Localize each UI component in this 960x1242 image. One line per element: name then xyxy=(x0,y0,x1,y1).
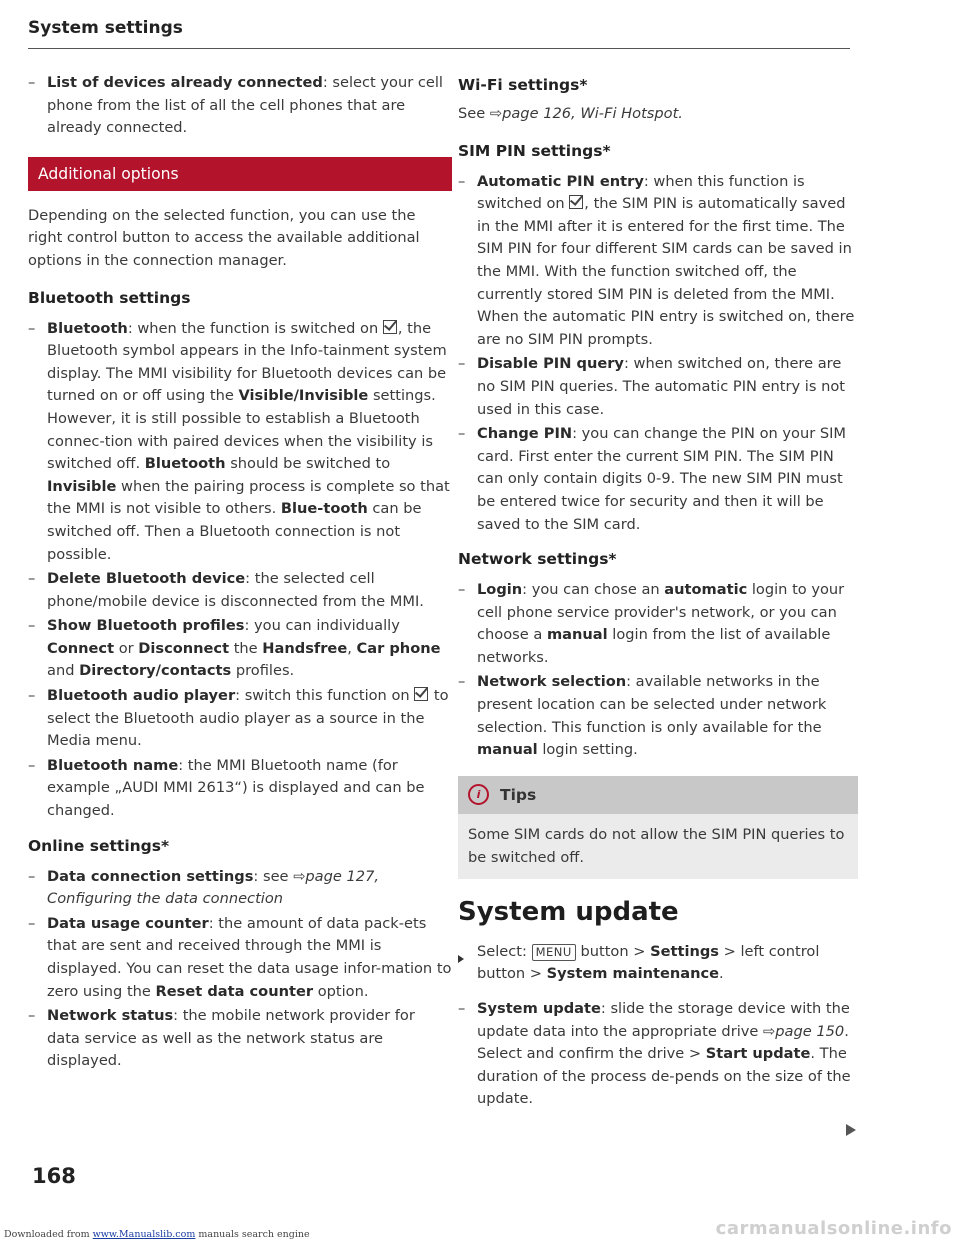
dash: – xyxy=(28,570,36,588)
checkbox-checked-icon xyxy=(414,687,428,701)
page-reference-link[interactable]: ⇨page 126, Wi-Fi Hotspot. xyxy=(489,105,683,122)
tips-box xyxy=(458,776,858,879)
bold-term: manual xyxy=(477,741,538,759)
bold-term: Visible/Invisible xyxy=(238,387,369,405)
online-heading: Online settings* xyxy=(28,836,170,855)
term: Data usage counter xyxy=(47,914,209,932)
download-footer xyxy=(4,1229,310,1240)
item-text: login setting. xyxy=(542,741,638,759)
tips-text: Some SIM cards do not allow the SIM PIN queries to be switched off. xyxy=(468,825,845,866)
list-item xyxy=(458,423,858,536)
item-text: : switch this function on xyxy=(235,687,410,705)
item-text: . xyxy=(719,965,724,983)
item-text: option. xyxy=(317,982,369,1000)
left-column xyxy=(28,72,452,1075)
item-text: . Select and confirm the drive > xyxy=(477,1022,849,1063)
item-text: : the selected cell phone/mobile device is disconnected from the MMI. xyxy=(47,570,424,610)
dash: – xyxy=(28,756,36,774)
term: Login xyxy=(477,581,523,599)
manualslib-link[interactable]: www.Manualslib.com xyxy=(92,1229,196,1240)
bold-term: Start update xyxy=(705,1045,811,1063)
item-text: : slide the storage device with the update data into the appropriate drive xyxy=(477,1000,850,1040)
bold-term: Blue-tooth xyxy=(280,500,368,518)
list-item xyxy=(28,685,452,753)
term: Delete Bluetooth device xyxy=(47,570,246,588)
dash: – xyxy=(28,617,36,635)
dash: – xyxy=(458,673,466,691)
bold-term: Directory/contacts xyxy=(79,662,232,680)
checkbox-checked-icon xyxy=(569,195,583,209)
page-reference-link[interactable]: ⇨page 127, Configuring the data connection xyxy=(47,867,379,908)
item-text: : you can change the PIN on your SIM card. First enter the current SIM PIN. The SIM PIN can only contain digits 0-9. The new SIM PIN must be entered twice for security and then it will be saved to the SIM card. xyxy=(477,425,846,533)
item-text: login from the list of available networks. xyxy=(477,626,831,666)
item-text: : when switched on, there are no SIM PIN queries. The automatic PIN entry is not used in this case. xyxy=(477,355,845,418)
item-text: and xyxy=(47,662,75,680)
footer-text: Downloaded from xyxy=(4,1229,90,1240)
list-item xyxy=(28,1005,452,1073)
dash: – xyxy=(458,172,466,190)
dash: – xyxy=(458,1000,466,1018)
item-text: : you can chose an xyxy=(522,581,660,599)
bluetooth-heading: Bluetooth settings xyxy=(28,288,191,307)
bold-term: Disconnect xyxy=(138,639,230,657)
info-icon: i xyxy=(468,784,489,805)
page-reference-link[interactable]: ⇨page 150 xyxy=(763,1022,845,1040)
list-item xyxy=(28,866,452,911)
footer-text: manuals search engine xyxy=(198,1229,310,1240)
bold-term: Settings xyxy=(650,942,719,960)
page-number: 168 xyxy=(32,1164,76,1188)
continue-arrow-icon xyxy=(846,1124,856,1136)
right-column xyxy=(458,72,858,1113)
banner-paragraph: Depending on the selected function, you can use the right control button to access the available additional options in the connection manager. xyxy=(28,206,420,269)
list-item xyxy=(28,615,452,683)
watermark: carmanualsonline.info xyxy=(715,1218,952,1239)
wifi-heading: Wi-Fi settings* xyxy=(458,76,588,94)
item-text: when the pairing process is complete so that the MMI is not visible to others. xyxy=(47,477,450,518)
dash: – xyxy=(28,687,36,705)
list-item xyxy=(28,568,452,613)
running-header: System settings xyxy=(28,18,183,38)
item-text: : select your cell phone from the list of all the cell phones that are already connected. xyxy=(47,74,443,137)
bold-term: manual xyxy=(546,626,608,644)
item-text: settings. However, it is still possible to establish a Bluetooth connec-tion with paired devices when the visibility is switched off. xyxy=(47,387,436,473)
list-item xyxy=(458,998,858,1111)
item-text: > left control button > xyxy=(477,942,820,983)
item-text: Select: xyxy=(477,942,527,960)
step-arrow-icon xyxy=(458,949,472,972)
term: List of devices already connected xyxy=(47,74,323,91)
term: Bluetooth audio player xyxy=(47,687,236,705)
tips-header xyxy=(458,776,858,814)
dash: – xyxy=(458,425,466,443)
item-text: See xyxy=(458,105,486,122)
bold-term: Bluetooth xyxy=(144,455,226,473)
item-text: , xyxy=(347,639,352,657)
term: Bluetooth name xyxy=(47,756,179,774)
item-text: profiles. xyxy=(235,662,295,680)
section-banner: Additional options xyxy=(28,157,452,191)
item-text: : see xyxy=(253,867,289,885)
bold-term: Connect xyxy=(47,639,115,657)
dash: – xyxy=(458,355,466,373)
network-heading: Network settings* xyxy=(458,550,617,569)
item-text: , the Bluetooth symbol appears in the Info-tainment system display. The MMI visibility for Bluetooth devices can be turned on or off using the xyxy=(47,319,447,405)
list-item xyxy=(28,755,452,823)
checkbox-checked-icon xyxy=(383,320,397,334)
item-text: : the mobile network provider for data service as well as the network status are displayed. xyxy=(47,1007,415,1070)
wifi-paragraph xyxy=(458,103,858,126)
list-item xyxy=(28,318,452,567)
item-text: : when the function is switched on xyxy=(127,319,379,337)
bold-term: Invisible xyxy=(47,477,117,495)
sim-heading: SIM PIN settings* xyxy=(458,141,611,160)
item-text: : the amount of data pack-ets that are sent and received through the MMI is displayed. You can reset the data usage infor-mation to zero using the xyxy=(47,914,452,1000)
item-text: , the SIM PIN is automatically saved in the MMI after it is entered for the first time. The SIM PIN for four different SIM cards can be saved in the MMI. With the function switched off, the currently stored SIM PIN is deleted from the MMI. When the automatic PIN entry is switched on, there are no SIM PIN prompts. xyxy=(477,195,855,348)
list-item xyxy=(458,171,858,352)
item-text: : available networks in the present location can be selected under network selection. This function is only available for the xyxy=(477,673,827,736)
term: Network selection xyxy=(477,673,627,691)
item-text: : when this function is switched on xyxy=(477,172,805,213)
term: System update xyxy=(477,1000,601,1018)
item-text: the xyxy=(233,639,258,657)
dash: – xyxy=(28,867,36,885)
list-item xyxy=(458,579,858,669)
bold-term: Car phone xyxy=(356,639,441,657)
list-item xyxy=(458,671,858,761)
bold-term: Reset data counter xyxy=(155,982,314,1000)
dash: – xyxy=(28,74,36,91)
item-text: to select the Bluetooth audio player as a source in the Media menu. xyxy=(47,687,449,750)
item-text: . The duration of the process de-pends on the size of the update. xyxy=(477,1045,851,1108)
dash: – xyxy=(28,914,36,932)
item-text: can be switched off. Then a Bluetooth connection is not possible. xyxy=(47,500,422,563)
section-title: System update xyxy=(458,896,679,927)
menu-key: MENU xyxy=(532,944,576,961)
dash: – xyxy=(458,581,466,599)
item-text: should be switched to xyxy=(230,455,391,473)
item-text: or xyxy=(118,639,134,657)
list-item xyxy=(28,72,452,140)
term: Disable PIN query xyxy=(477,355,624,373)
item-text: : you can individually xyxy=(244,617,400,635)
dash: – xyxy=(28,319,36,337)
item-text: button > xyxy=(580,942,646,960)
term: Data connection settings xyxy=(47,867,254,885)
bold-term: Handsfree xyxy=(262,639,348,657)
bold-term: automatic xyxy=(664,581,748,599)
header-rule xyxy=(28,48,850,49)
item-text: login to your cell phone service provider's network, or you can choose a xyxy=(477,581,845,644)
term: Network status xyxy=(47,1007,174,1025)
dash: – xyxy=(28,1007,36,1025)
term: Automatic PIN entry xyxy=(477,172,644,190)
item-text: : the MMI Bluetooth name (for example „AUDI MMI 2613“) is displayed and can be changed. xyxy=(47,756,425,820)
list-item xyxy=(458,353,858,421)
list-item xyxy=(28,913,452,1003)
bold-term: System maintenance xyxy=(546,965,720,983)
term: Show Bluetooth profiles xyxy=(47,617,245,635)
instruction-item xyxy=(458,941,858,986)
tips-title: Tips xyxy=(500,785,537,804)
term: Bluetooth xyxy=(47,319,128,337)
term: Change PIN xyxy=(477,425,573,443)
